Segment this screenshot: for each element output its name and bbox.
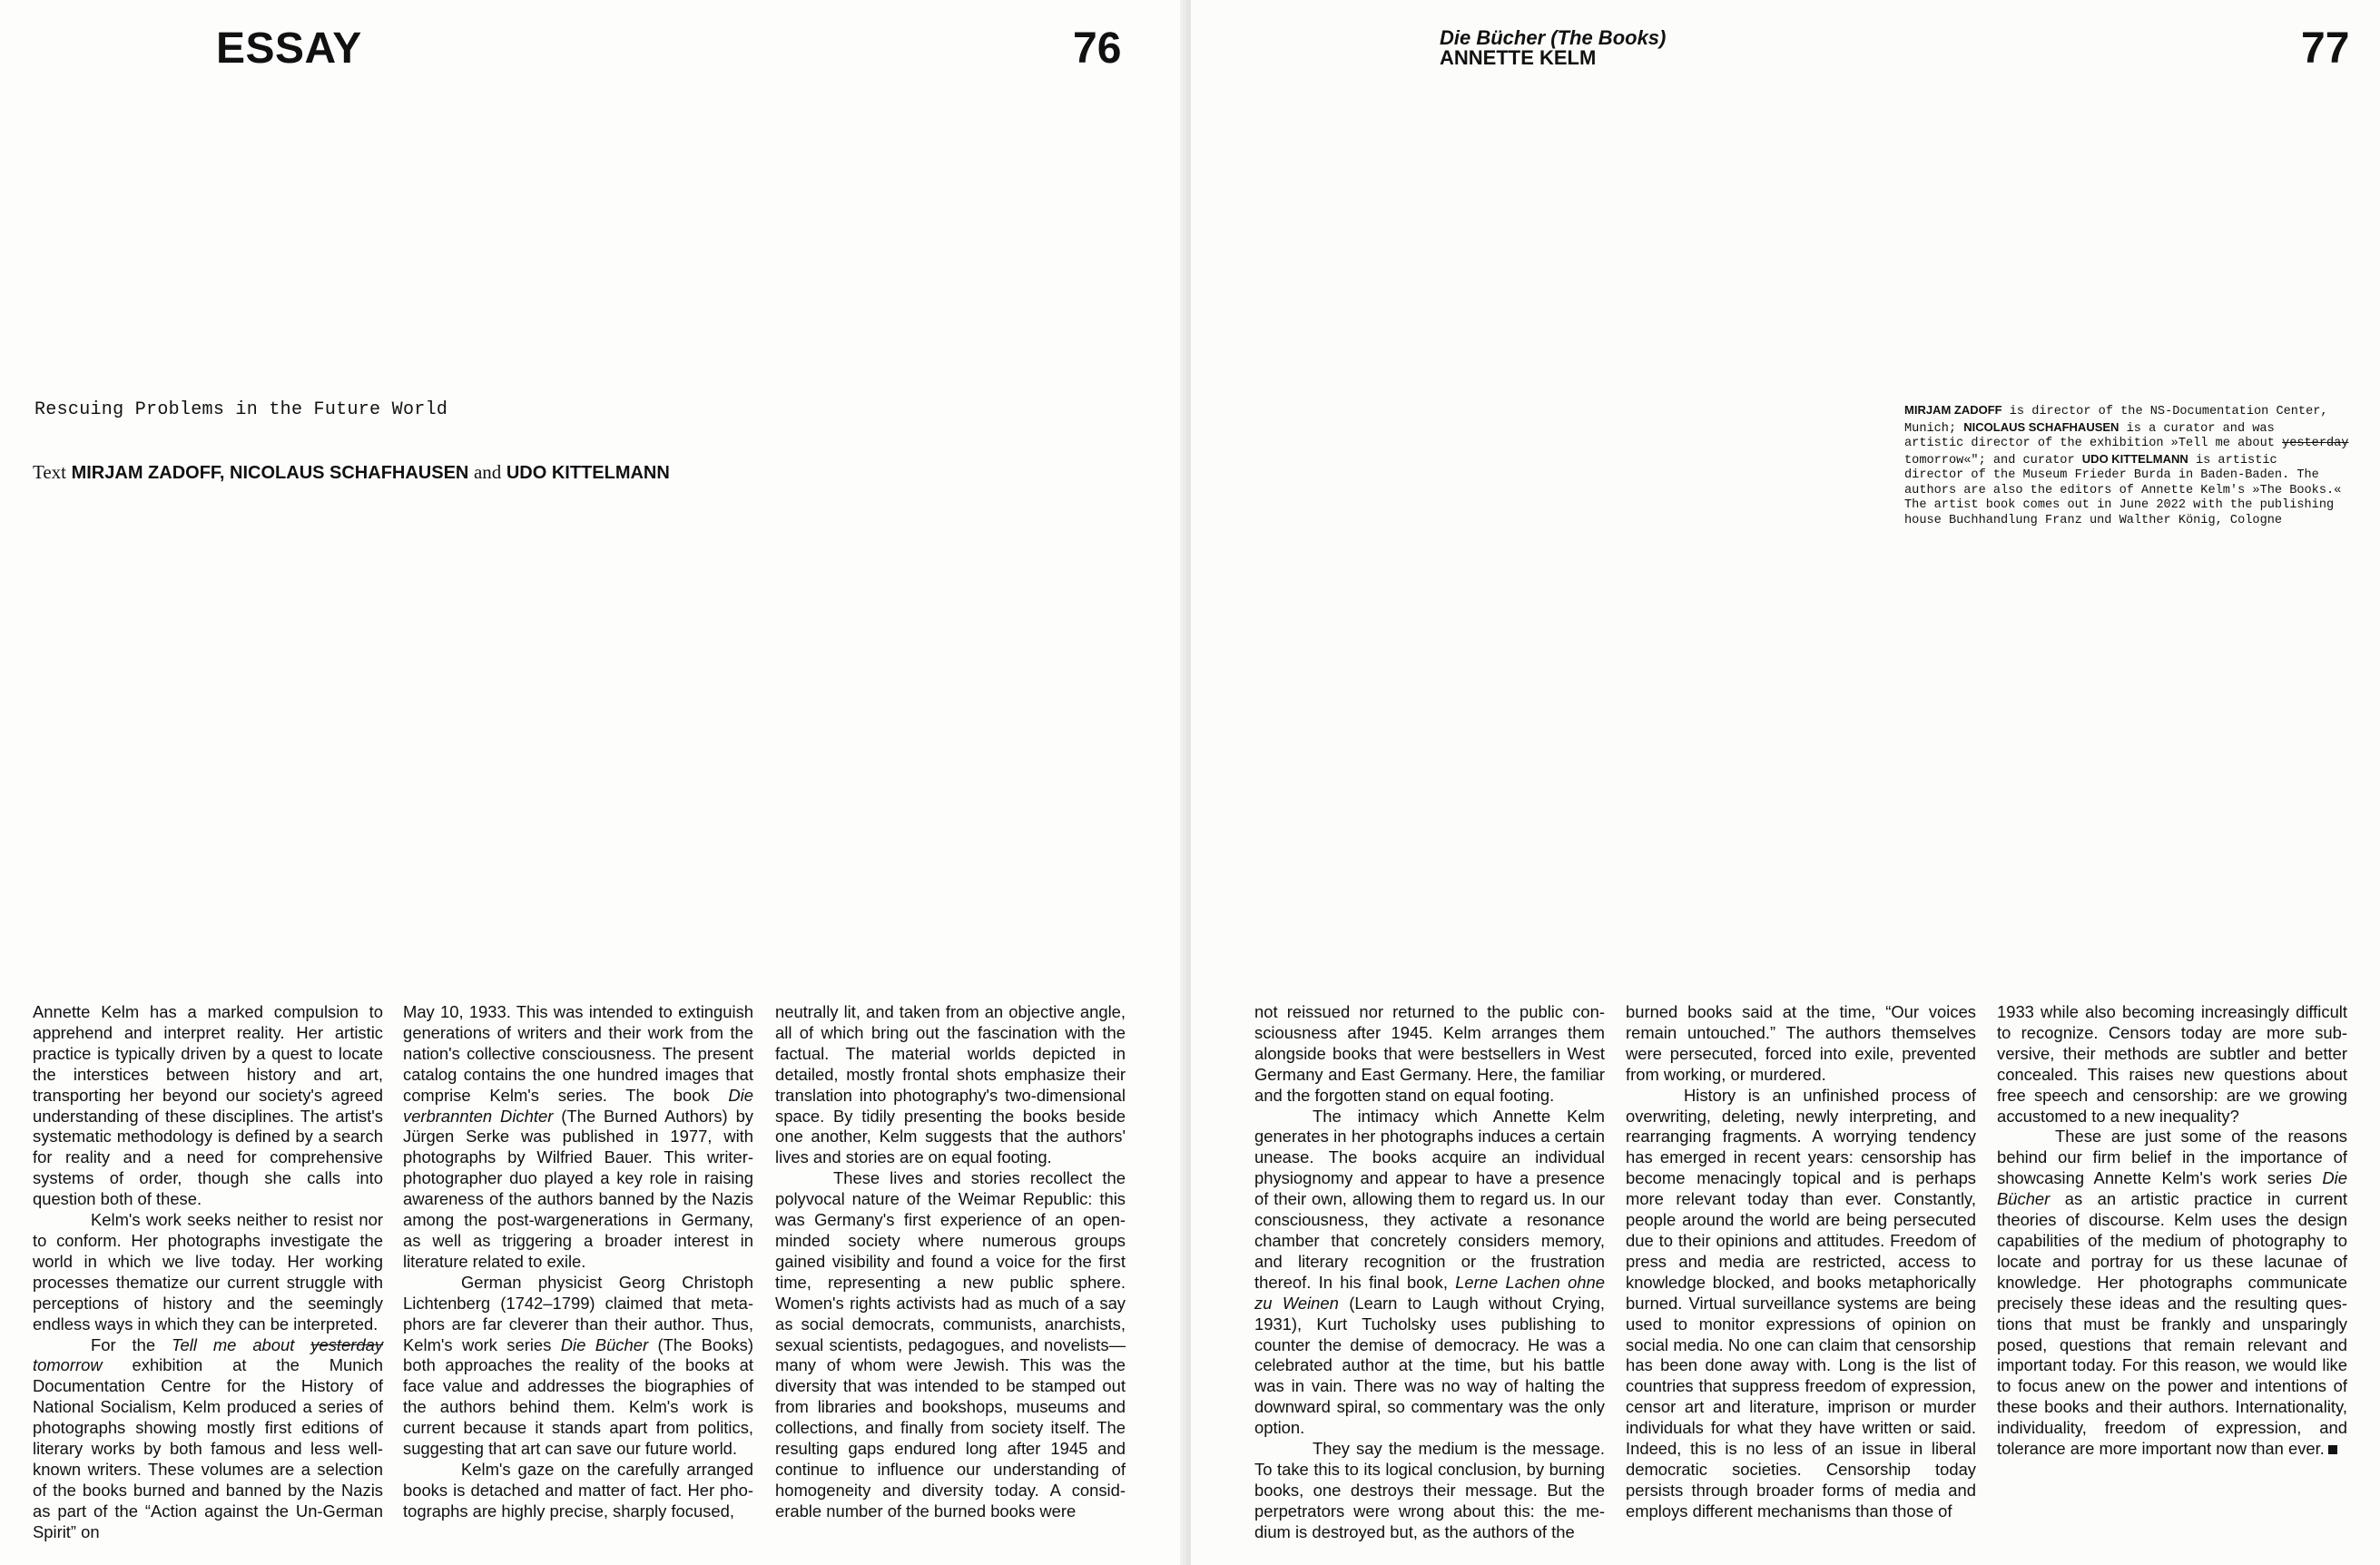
bio-text: The artist book comes out in June 2022 with the publishing xyxy=(1904,498,2335,512)
bio-name-kittelmann: UDO KITTELMANN xyxy=(2081,451,2188,466)
body-column-1 xyxy=(33,1002,384,1541)
author-credits xyxy=(33,461,670,484)
bio-text: is a curator and was xyxy=(2119,421,2275,436)
bio-text: tomorrow«"; and curator xyxy=(1904,453,2082,468)
body-column-5 xyxy=(1626,1002,1976,1529)
section-label: ESSAY xyxy=(216,25,362,73)
paragraph: 1933 while also becoming increasingly difficult to recognize. Censors today are more subversive, their methods are subtler and better concealed. This raises new questions about free speech and censorship: are we growing accustomed to a new inequality? xyxy=(1997,1002,2347,1126)
bio-text: artistic director of the exhibition »Tell me about xyxy=(1904,437,2283,450)
paragraph: History is an unfinished process of overwriting, deleting, newly interpreting, and rearranging fragments. A worrying tendency has emerged in recent years: censorship has become menacingly topical and is perhaps more relevant today than ever. Constantly, people around the world are being persecuted due to their opinions and attitudes. Freedom of press and media are restricted, access to knowledge blocked, and books metaphorically burned. Virtual surveillance systems are being used to monitor expressions of opinion on social media. No one can claim that censorship has been done away with. Long is the list of countries that suppress freedom of expression, censor art and literature, imprison or murder individuals for what they have written or said. Indeed, this is no less of an issue in liberal democratic societies. Censorship today persists through broader forms of media and employs different mechanisms than those of xyxy=(1626,1085,1976,1521)
credits-author-1: MIRJAM ZADOFF, NICOLAUS SCHAFHAUSEN xyxy=(71,463,469,483)
body-column-6 xyxy=(1997,1002,2347,1529)
paragraph: Kelm's gaze on the carefully arranged books is detached and matter of fact. Her photographs are highly precise, sharply focused, xyxy=(403,1459,753,1521)
credits-conjunction: and xyxy=(473,461,502,483)
bio-text: is artistic xyxy=(2188,453,2277,468)
text-run: German physicist Georg Christoph Lichtenberg (1742–1799) claimed that metaphors are far cleverer than their author. Thus, Kelm's work series xyxy=(403,1272,753,1354)
italic-title: tomorrow xyxy=(33,1355,103,1375)
bio-text: is director of the NS-Documentation Center, xyxy=(2001,405,2328,418)
essay-subtitle: Rescuing Problems in the Future World xyxy=(34,399,448,420)
italic-title: Die verbrannten Dichter xyxy=(403,1085,753,1126)
text-run: These are just some of the reasons behind our firm belief in the importance of showcasing Annette Kelm's work series xyxy=(1997,1127,2347,1188)
paragraph: not reissued nor returned to the public consciousness after 1945. Kelm arranges them alongside books that were bestsellers in West Germany and East Germany. Here, the familiar and the forgotten stand on equal footing. xyxy=(1254,1002,1605,1105)
bio-name-schafhausen: NICOLAUS SCHAFHAUSEN xyxy=(1963,419,2119,434)
end-mark-icon xyxy=(2328,1445,2337,1454)
running-author: ANNETTE KELM xyxy=(1440,46,1597,69)
credits-prefix: Text xyxy=(33,461,67,483)
page-number-left: 76 xyxy=(1073,25,1122,73)
running-title: Die Bücher (The Books) xyxy=(1440,26,1667,49)
bio-text: house Buchhandlung Franz und Walther König, Cologne xyxy=(1904,513,2283,527)
paragraph xyxy=(1254,1107,1605,1440)
bio-text: director of the Museum Frieder Burda in Baden-Baden. The xyxy=(1904,468,2319,482)
text-run: as an artistic practice in current theories of discourse. Kelm uses the design capabilities of the medium of photography to locate and portray for us these lacunae of knowledge. Her photographs communicate precisely these ideas and the resulting questions that must be frankly and unsparingly posed, questions that remain relevant and important today. For this reason, we would like to focus anew on the power and intentions of these books and their authors. Internationality, individuality, freedom of expression, and tolerance are more important now than ever. xyxy=(1997,1189,2347,1459)
bio-text: authors are also the editors of Annette Kelm's »The Books.« xyxy=(1904,483,2342,497)
paragraph: neutrally lit, and taken from an objective angle, all of which bring out the fascination with the factual. The material worlds depicted in detailed, mostly frontal shots emphasize their translation into photography's two-dimensional space. By tidily presenting the books beside one another, Kelm suggests that the authors' lives and stories are on equal footing. xyxy=(775,1002,1126,1167)
text-run: exhibition at the Munich Documentation Centre for the History of National Socialism, Kelm produced a series of photographs showing mostly first editions of literary works by both famous and less well-known writers. These volumes are a selection of the books burned and banned by the Nazis as part of the “Action against the Un-German Spirit” on xyxy=(33,1355,383,1541)
paragraph xyxy=(403,1002,753,1273)
body-column-2 xyxy=(403,1002,753,1529)
body-column-4 xyxy=(1254,1002,1605,1541)
paragraph: Annette Kelm has a marked compulsion to apprehend and interpret reality. Her artistic practice is typically driven by a quest to locate the interstices between history and art, transporting her beyond our society's agreed understanding of these disciplines. The artist's systematic methodology is defined by a search for reality and a need for comprehensive systems of order, though she calls into question both of these. xyxy=(33,1002,383,1209)
credits-author-2: UDO KITTELMANN xyxy=(506,463,670,483)
page-number-right: 77 xyxy=(2301,25,2350,73)
italic-title: Lerne Lachen ohne zu Weinen xyxy=(1254,1272,1605,1313)
strikethrough-word: yesterday xyxy=(310,1334,384,1354)
paragraph: They say the medium is the message. To take this to its logical conclusion, by burning books, one destroys their message. But the perpetrators were wrong about this: the medium is destroyed but, as the authors of the xyxy=(1254,1439,1605,1541)
text-run: (Learn to Laugh without Crying, 1931), Kurt Tucholsky uses publishing to counter the demise of democracy. He was a celebrated author at the time, but his battle was in vain. There was no way of halting the downward spiral, so commentary was the only option. xyxy=(1254,1293,1605,1438)
paragraph: burned books said at the time, “Our voices remain untouched.” The authors themselves were persecuted, forced into exile, prevented from working, or murdered. xyxy=(1626,1002,1976,1084)
text-run: The intimacy which Annette Kelm generates in her photographs induces a certain unease. The books acquire an individual physiognomy and appear to have a presence of their own, allowing them to regard us. In our consciousness, they activate a resonance chamber that concretely considers memory, and literary recognition or the frustration thereof. In his final book, xyxy=(1254,1106,1605,1292)
italic-title: Die Bücher xyxy=(1997,1168,2347,1209)
author-bio xyxy=(1904,403,2347,528)
paragraph xyxy=(403,1273,753,1460)
paragraph xyxy=(33,1335,383,1543)
bio-strikethrough: yesterday xyxy=(2282,437,2349,450)
italic-title: Tell me about xyxy=(172,1334,311,1354)
italic-title: Die Bücher xyxy=(560,1334,649,1354)
bio-text: Munich; xyxy=(1904,421,1964,436)
text-run: For the xyxy=(91,1334,172,1354)
paragraph xyxy=(1997,1127,2347,1460)
text-run: (The Books) both approaches the reality of the books at face value and addresses the biographies of the authors behind them. Kelm's work is current because it stands apart from politics, suggesting that art can save our future world. xyxy=(403,1334,753,1459)
paragraph: These lives and stories recollect the polyvocal nature of the Weimar Republic: this was Germany's first experience of an open-minded society where numerous groups gained visibility and found a voice for the first time, representing a new public sphere. Women's rights activists had as much of a say as social democrats, communists, anarchists, sexual scientists, pedagogues, and novelists—many of whom were Jewish. This was the diversity that was intended to be stamped out from libraries and bookshops, museums and collections, and finally from society itself. The resulting gaps endured long after 1945 and continue to influence our understanding of homogeneity and diversity today. A considerable number of the burned books were xyxy=(775,1168,1126,1521)
text-run: (The Burned Authors) by Jürgen Serke was published in 1977, with photographs by Wilfried Bauer. This writer-photographer duo played a key role in raising awareness of the authors banned by the Nazis among the post-wargenerations in Germany, as well as triggering a broader interest in literature related to exile. xyxy=(403,1106,754,1271)
paragraph: Kelm's work seeks neither to resist nor to conform. Her photographs investigate the world in which we live today. Her working processes thematize our current struggle with perceptions of history and the seemingly endless ways in which they can be interpreted. xyxy=(33,1210,383,1334)
bio-name-zadoff: MIRJAM ZADOFF xyxy=(1904,403,2002,417)
text-run: May 10, 1933. This was intended to extinguish generations of writers and their work from the nation's collective consciousness. The present catalog contains the one hundred images that comprise Kelm's series. The book xyxy=(403,1002,753,1105)
body-column-3 xyxy=(775,1002,1126,1529)
